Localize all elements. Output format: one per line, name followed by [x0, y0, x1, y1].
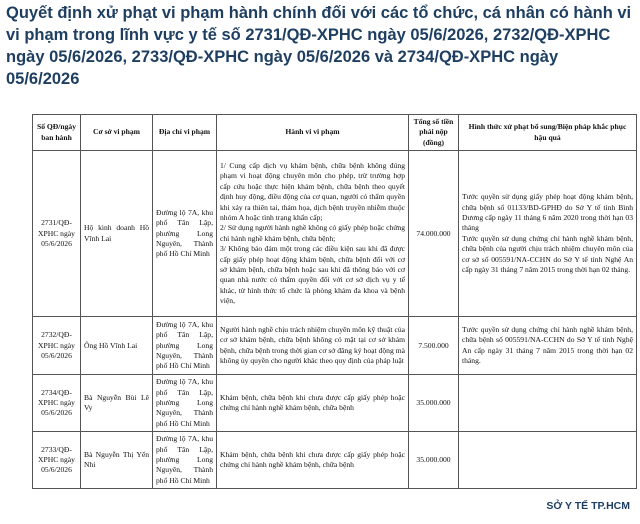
facility-cell: Ông Hồ Vĩnh Lai [81, 317, 153, 375]
facility-cell: Bà Nguyễn Thị Yến Nhi [81, 432, 153, 489]
address-cell: Đường lộ 7A, khu phố Tân Lập, phường Long Nguyên, Thành phố Hồ Chí Minh [153, 375, 217, 432]
col-header-penalty: Hình thức xử phạt bổ sung/Biện pháp khắc phục hậu quả [459, 115, 637, 151]
facility-cell: Hộ kinh doanh Hồ Vĩnh Lai [81, 151, 153, 317]
footer-source: SỞ Y TẾ TP.HCM [546, 500, 630, 512]
facility-cell: Bà Nguyễn Bùi Lê Vy [81, 375, 153, 432]
table-row [33, 375, 637, 432]
decision-cell: 2732/QĐ-XPHC ngày 05/6/2026 [33, 317, 81, 375]
col-header-decision: Số QĐ/ngày ban hành [33, 115, 81, 151]
penalty-cell [459, 375, 637, 432]
decision-cell: 2733/QĐ-XPHC ngày 05/6/2026 [33, 432, 81, 489]
amount-cell: 7.500.000 [409, 317, 459, 375]
table-row [33, 151, 637, 317]
address-cell: Đường lộ 7A, khu phố Tân Lập, phường Long Nguyên, Thành phố Hồ Chí Minh [153, 317, 217, 375]
address-cell: Đường lộ 7A, khu phố Tân Lập, phường Long Nguyên, Thành phố Hồ Chí Minh [153, 151, 217, 317]
col-header-address: Địa chỉ vi phạm [153, 115, 217, 151]
table-header-row [33, 115, 637, 151]
amount-cell: 35.000.000 [409, 432, 459, 489]
decision-cell: 2731/QĐ-XPHC ngày 05/6/2026 [33, 151, 81, 317]
table-row [33, 432, 637, 489]
decision-cell: 2734/QĐ-XPHC ngày 05/6/2026 [33, 375, 81, 432]
penalty-cell [459, 432, 637, 489]
violation-cell: Khám bệnh, chữa bệnh khi chưa được cấp giấy phép hoặc chứng chỉ hành nghề khám bệnh, chữa bệnh [217, 432, 409, 489]
penalty-cell: Tước quyền sử dụng chứng chỉ hành nghề khám bệnh, chữa bệnh số 005591/NA-CCHN do Sở Y tế tỉnh Nghệ An cấp ngày 31 tháng 7 năm 2015 trong thời hạn 02 tháng. [459, 317, 637, 375]
col-header-violation: Hành vi vi phạm [217, 115, 409, 151]
page-title: Quyết định xử phạt vi phạm hành chính đối với các tổ chức, cá nhân có hành vi vi phạm trong lĩnh vực y tế số 2731/QĐ-XPHC ngày 05/6/2026, 2732/QĐ-XPHC ngày 05/6/2026, 2733/QĐ-XPHC ngày 05/6/2026 và 2734/QĐ-XPHC ngày 05/6/2026 [6, 4, 632, 88]
violation-cell: 1/ Cung cấp dịch vụ khám bệnh, chữa bệnh không đúng phạm vi hoạt động chuyên môn cho phép, trừ trường hợp cấp cứu hoặc thực hiện khám bệnh, chữa bệnh theo quyết định huy động, điều động của cơ quan, người có thẩm quyền khi xảy ra thiên tai, thảm họa, dịch bệnh truyền nhiễm thuộc nhóm A hoặc tình trạng khẩn cấp; 2/ Sử dụng người hành nghề không có giấy phép hoặc chứng chỉ hành nghề khám bệnh, chữa bệnh; 3/ Không bảo đảm một trong các điều kiện sau khi đã được cấp giấy phép hoạt động khám bệnh, chữa bệnh đối với cơ sở khám bệnh, chữa bệnh hoặc sau khi đã thông báo với cơ quan nhà nước có thẩm quyền đối với cơ sở dịch vụ y tế khác, từ hình thức tổ chức là phòng khám đa khoa và bệnh viện, [217, 151, 409, 317]
col-header-facility: Cơ sở vi phạm [81, 115, 153, 151]
amount-cell: 74.000.000 [409, 151, 459, 317]
col-header-amount: Tổng số tiền phải nộp (đồng) [409, 115, 459, 151]
amount-cell: 35.000.000 [409, 375, 459, 432]
address-cell: Đường lộ 7A, khu phố Tân Lập, phường Long Nguyên, Thành phố Hồ Chí Minh [153, 432, 217, 489]
table-row [33, 317, 637, 375]
penalty-cell: Tước quyền sử dụng giấy phép hoạt động khám bệnh, chữa bệnh số 01133/BD-GPHĐ do Sở Y tế tỉnh Bình Dương cấp ngày 11 tháng 6 năm 2020 trong thời hạn 03 tháng Tước quyền sử dụng chứng chỉ hành nghề khám bệnh, chữa bệnh của người chịu trách nhiệm chuyên môn của cơ sở số 005591/NA-CCHN do Sở Y tế tỉnh Nghệ An cấp ngày 31 tháng 7 năm 2015 trong thời hạn 02 tháng. [459, 151, 637, 317]
penalty-table [32, 114, 637, 489]
violation-cell: Khám bệnh, chữa bệnh khi chưa được cấp giấy phép hoặc chứng chỉ hành nghề khám bệnh, chữa bệnh [217, 375, 409, 432]
violation-cell: Người hành nghề chịu trách nhiệm chuyên môn kỹ thuật của cơ sở khám bệnh, chữa bệnh không có mặt tại cơ sở khám bệnh, chữa bệnh trong thời gian cơ sở đăng ký hoạt động mà không ủy quyền cho người khác theo quy định của pháp luật [217, 317, 409, 375]
